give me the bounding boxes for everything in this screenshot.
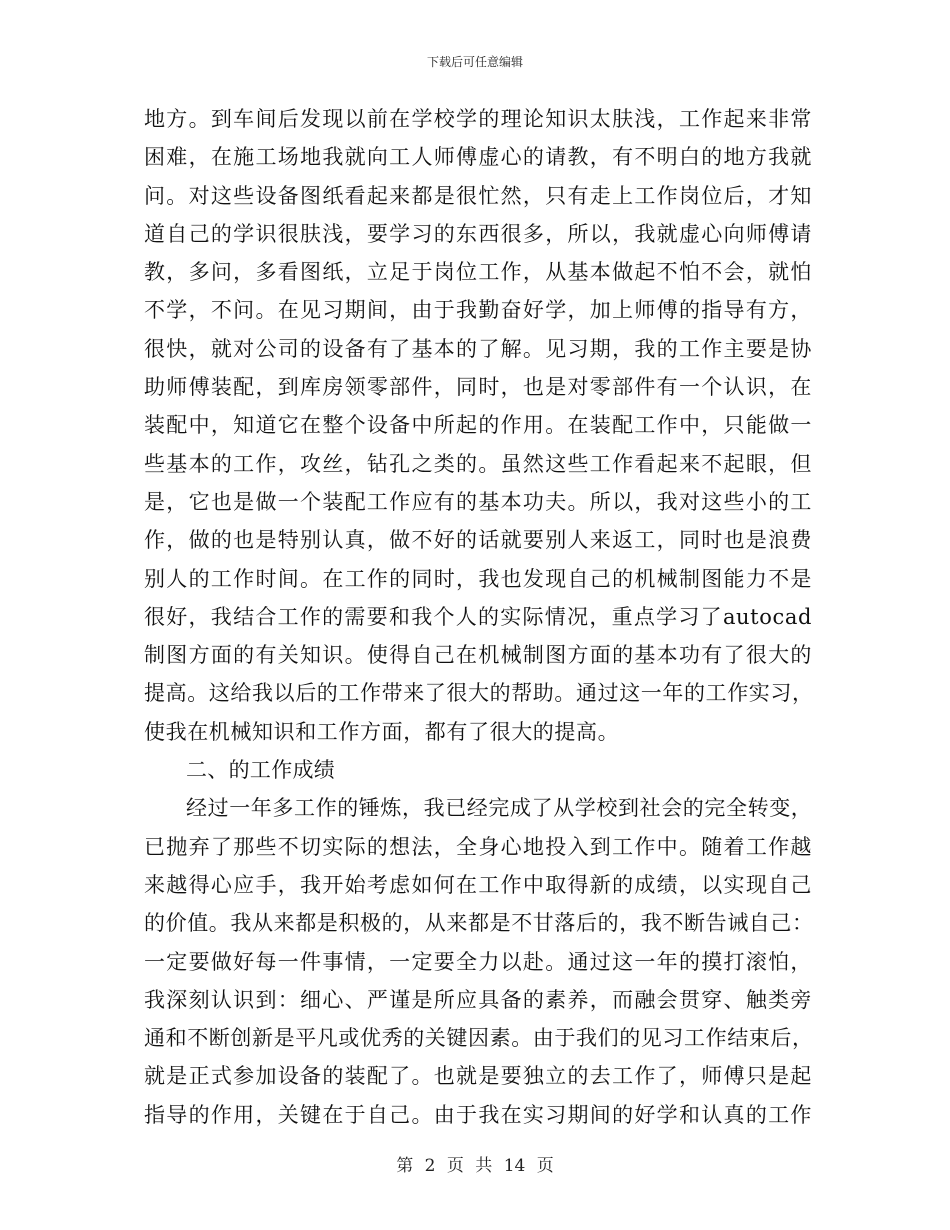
text-line: 使我在机械知识和工作方面，都有了很大的提高。 xyxy=(144,719,620,744)
text-line: 问。对这些设备图纸看起来都是很忙然，只有走上工作岗位后，才知 xyxy=(144,183,812,208)
paragraph-line: 我深刻认识到：细心、严谨是所应具备的素养，而融会贯穿、触类旁 xyxy=(144,987,812,1012)
paragraph-line: 经过一年多工作的锤炼，我已经完成了从学校到社会的完全转变， xyxy=(186,796,813,821)
section-heading: 二、的工作成绩 xyxy=(186,758,336,783)
text-line: 制图方面的有关知识。使得自己在机械制图方面的基本功有了很大的 xyxy=(144,643,812,668)
text-line: 教，多问，多看图纸，立足于岗位工作，从基本做起不怕不会，就怕 xyxy=(144,260,812,285)
text-line: 别人的工作时间。在工作的同时，我也发现自己的机械制图能力不是 xyxy=(144,566,812,591)
text-line: 地方。到车间后发现以前在学校学的理论知识太肤浅，工作起来非常 xyxy=(144,107,812,131)
text-line: 道自己的学识很肤浅，要学习的东西很多，所以，我就虚心向师傅请 xyxy=(144,221,812,246)
text-line: 助师傅装配，到库房领零部件，同时，也是对零部件有一个认识，在 xyxy=(144,375,812,400)
text-line: 些基本的工作，攻丝，钻孔之类的。虽然这些工作看起来不起眼，但 xyxy=(144,451,812,476)
paragraph-line: 已抛弃了那些不切实际的想法，全身心地投入到工作中。随着工作越 xyxy=(144,834,812,859)
page-header-note: 下载后可任意编辑 xyxy=(426,55,523,69)
text-line: 装配中，知道它在整个设备中所起的作用。在装配工作中，只能做一 xyxy=(144,413,812,438)
text-line: 作，做的也是特别认真，做不好的话就要别人来返工，同时也是浪费 xyxy=(144,528,812,553)
text-line: 困难，在施工场地我就向工人师傅虚心的请教，有不明白的地方我就 xyxy=(144,145,812,170)
text-line: 是，它也是做一个装配工作应有的基本功夫。所以，我对这些小的工 xyxy=(144,489,812,514)
text-line: 很快，就对公司的设备有了基本的了解。见习期，我的工作主要是协 xyxy=(144,336,812,361)
paragraph-line: 指导的作用，关键在于自己。由于我在实习期间的好学和认真的工作 xyxy=(144,1102,812,1127)
paragraph-line: 来越得心应手，我开始考虑如何在工作中取得新的成绩，以实现自己 xyxy=(144,872,812,897)
text-line: 提高。这给我以后的工作带来了很大的帮助。通过这一年的工作实习， xyxy=(144,681,814,706)
text-line: 不学，不问。在见习期间，由于我勤奋好学，加上师傅的指导有方， xyxy=(144,298,812,323)
paragraph-line: 就是正式参加设备的装配了。也就是要独立的去工作了，师傅只是起 xyxy=(144,1064,812,1089)
paragraph-line: 一定要做好每一件事情，一定要全力以赴。通过这一年的摸打滚怕， xyxy=(144,949,812,974)
text-line: 很好，我结合工作的需要和我个人的实际情况，重点学习了autocad xyxy=(144,604,812,629)
page-number: 第 2 页 共 14 页 xyxy=(396,1156,554,1176)
paragraph-line: 通和不断创新是平凡或优秀的关键因素。由于我们的见习工作结束后， xyxy=(144,1026,814,1051)
paragraph-line: 的价值。我从来都是积极的，从来都是不甘落后的，我不断告诫自己： xyxy=(144,911,814,936)
document-body xyxy=(144,100,812,1134)
